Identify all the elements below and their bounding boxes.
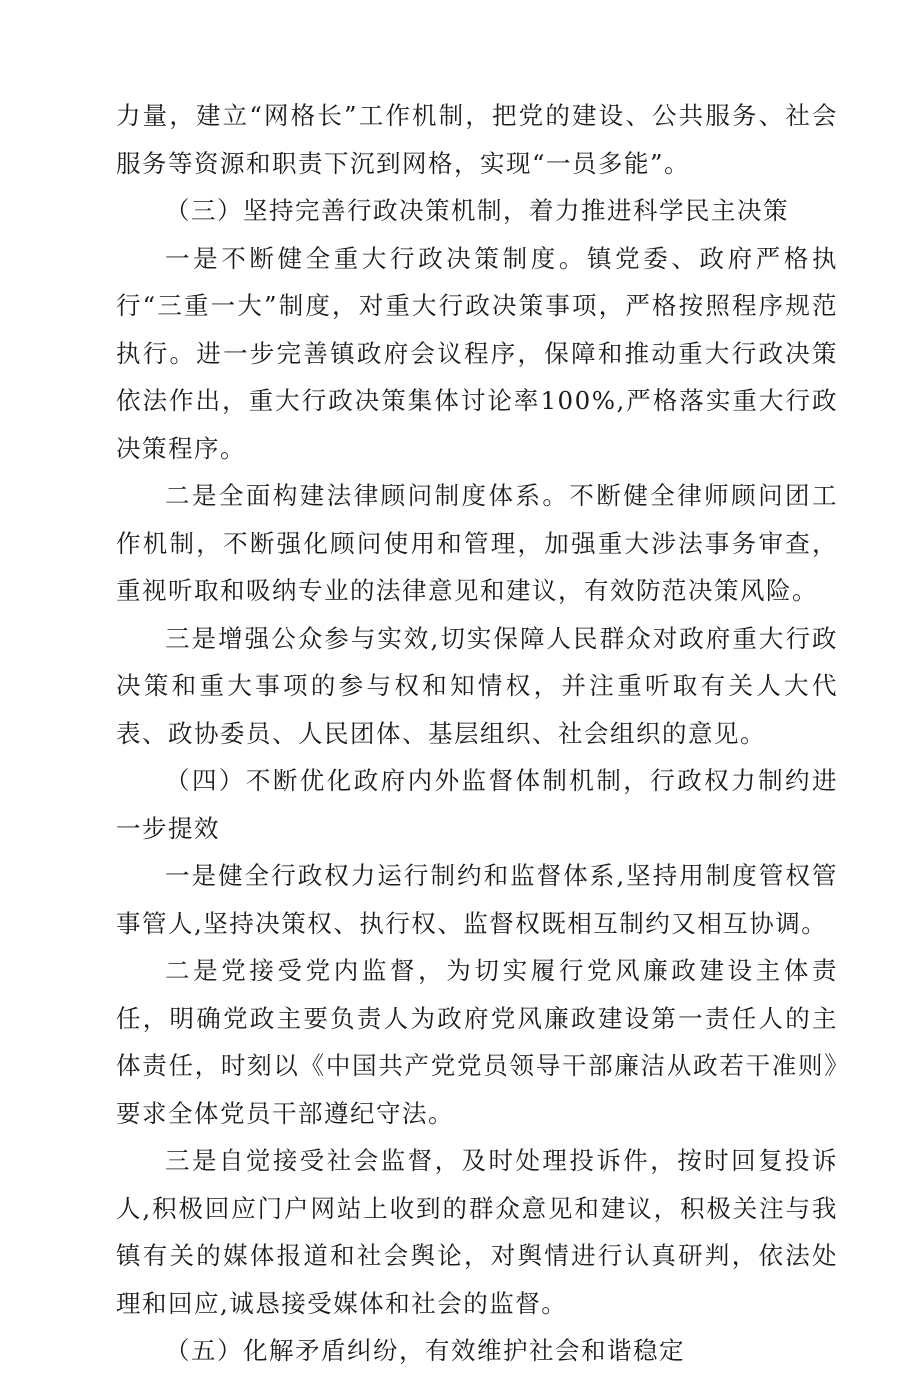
document-body bbox=[116, 92, 838, 1375]
section-heading-5: （五）化解矛盾纠纷，有效维护社会和谐稳定 bbox=[165, 1336, 685, 1365]
paragraph-continuation: 力量，建立“网格长”工作机制，把党的建设、公共服务、社会服务等资源和职责下沉到网格，实现“一员多能”。 bbox=[116, 101, 838, 178]
paragraph-public-participation: 三是增强公众参与实效,切实保障人民群众对政府重大行政决策和重大事项的参与权和知情权，并注重听取有关人大代表、政协委员、人民团体、基层组织、社会组织的意见。 bbox=[116, 623, 838, 748]
section-heading-4: （四）不断优化政府内外监督体制机制，行政权力制约进一步提效 bbox=[116, 766, 838, 843]
paragraph-power-supervision: 一是健全行政权力运行制约和监督体系,坚持用制度管权管事管人,坚持决策权、执行权、监督权既相互制约又相互协调。 bbox=[116, 861, 838, 938]
paragraph-legal-advisor: 二是全面构建法律顾问制度体系。不断健全律师顾问团工作机制，不断强化顾问使用和管理，加强重大涉法事务审查，重视听取和吸纳专业的法律意见和建议，有效防范决策风险。 bbox=[116, 481, 838, 605]
section-heading-3: （三）坚持完善行政决策机制，着力推进科学民主决策 bbox=[165, 196, 789, 225]
paragraph-decision-system: 一是不断健全重大行政决策制度。镇党委、政府严格执行“三重一大”制度，对重大行政决策事项，严格按照程序规范执行。进一步完善镇政府会议程序，保障和推动重大行政决策依法作出，重大行政决策集体讨论率100%,严格落实重大行政决策程序。 bbox=[116, 243, 838, 463]
paragraph-party-supervision: 二是党接受党内监督，为切实履行党风廉政建设主体责任，明确党政主要负责人为政府党风廉政建设第一责任人的主体责任，时刻以《中国共产党党员领导干部廉洁从政若干准则》要求全体党员干部遵纪守法。 bbox=[116, 956, 838, 1128]
paragraph-social-supervision: 三是自觉接受社会监督，及时处理投诉件，按时回复投诉人,积极回应门户网站上收到的群众意见和建议，积极关注与我镇有关的媒体报道和社会舆论，对舆情进行认真研判，依法处理和回应,诚恳接受媒体和社会的监督。 bbox=[116, 1146, 838, 1318]
